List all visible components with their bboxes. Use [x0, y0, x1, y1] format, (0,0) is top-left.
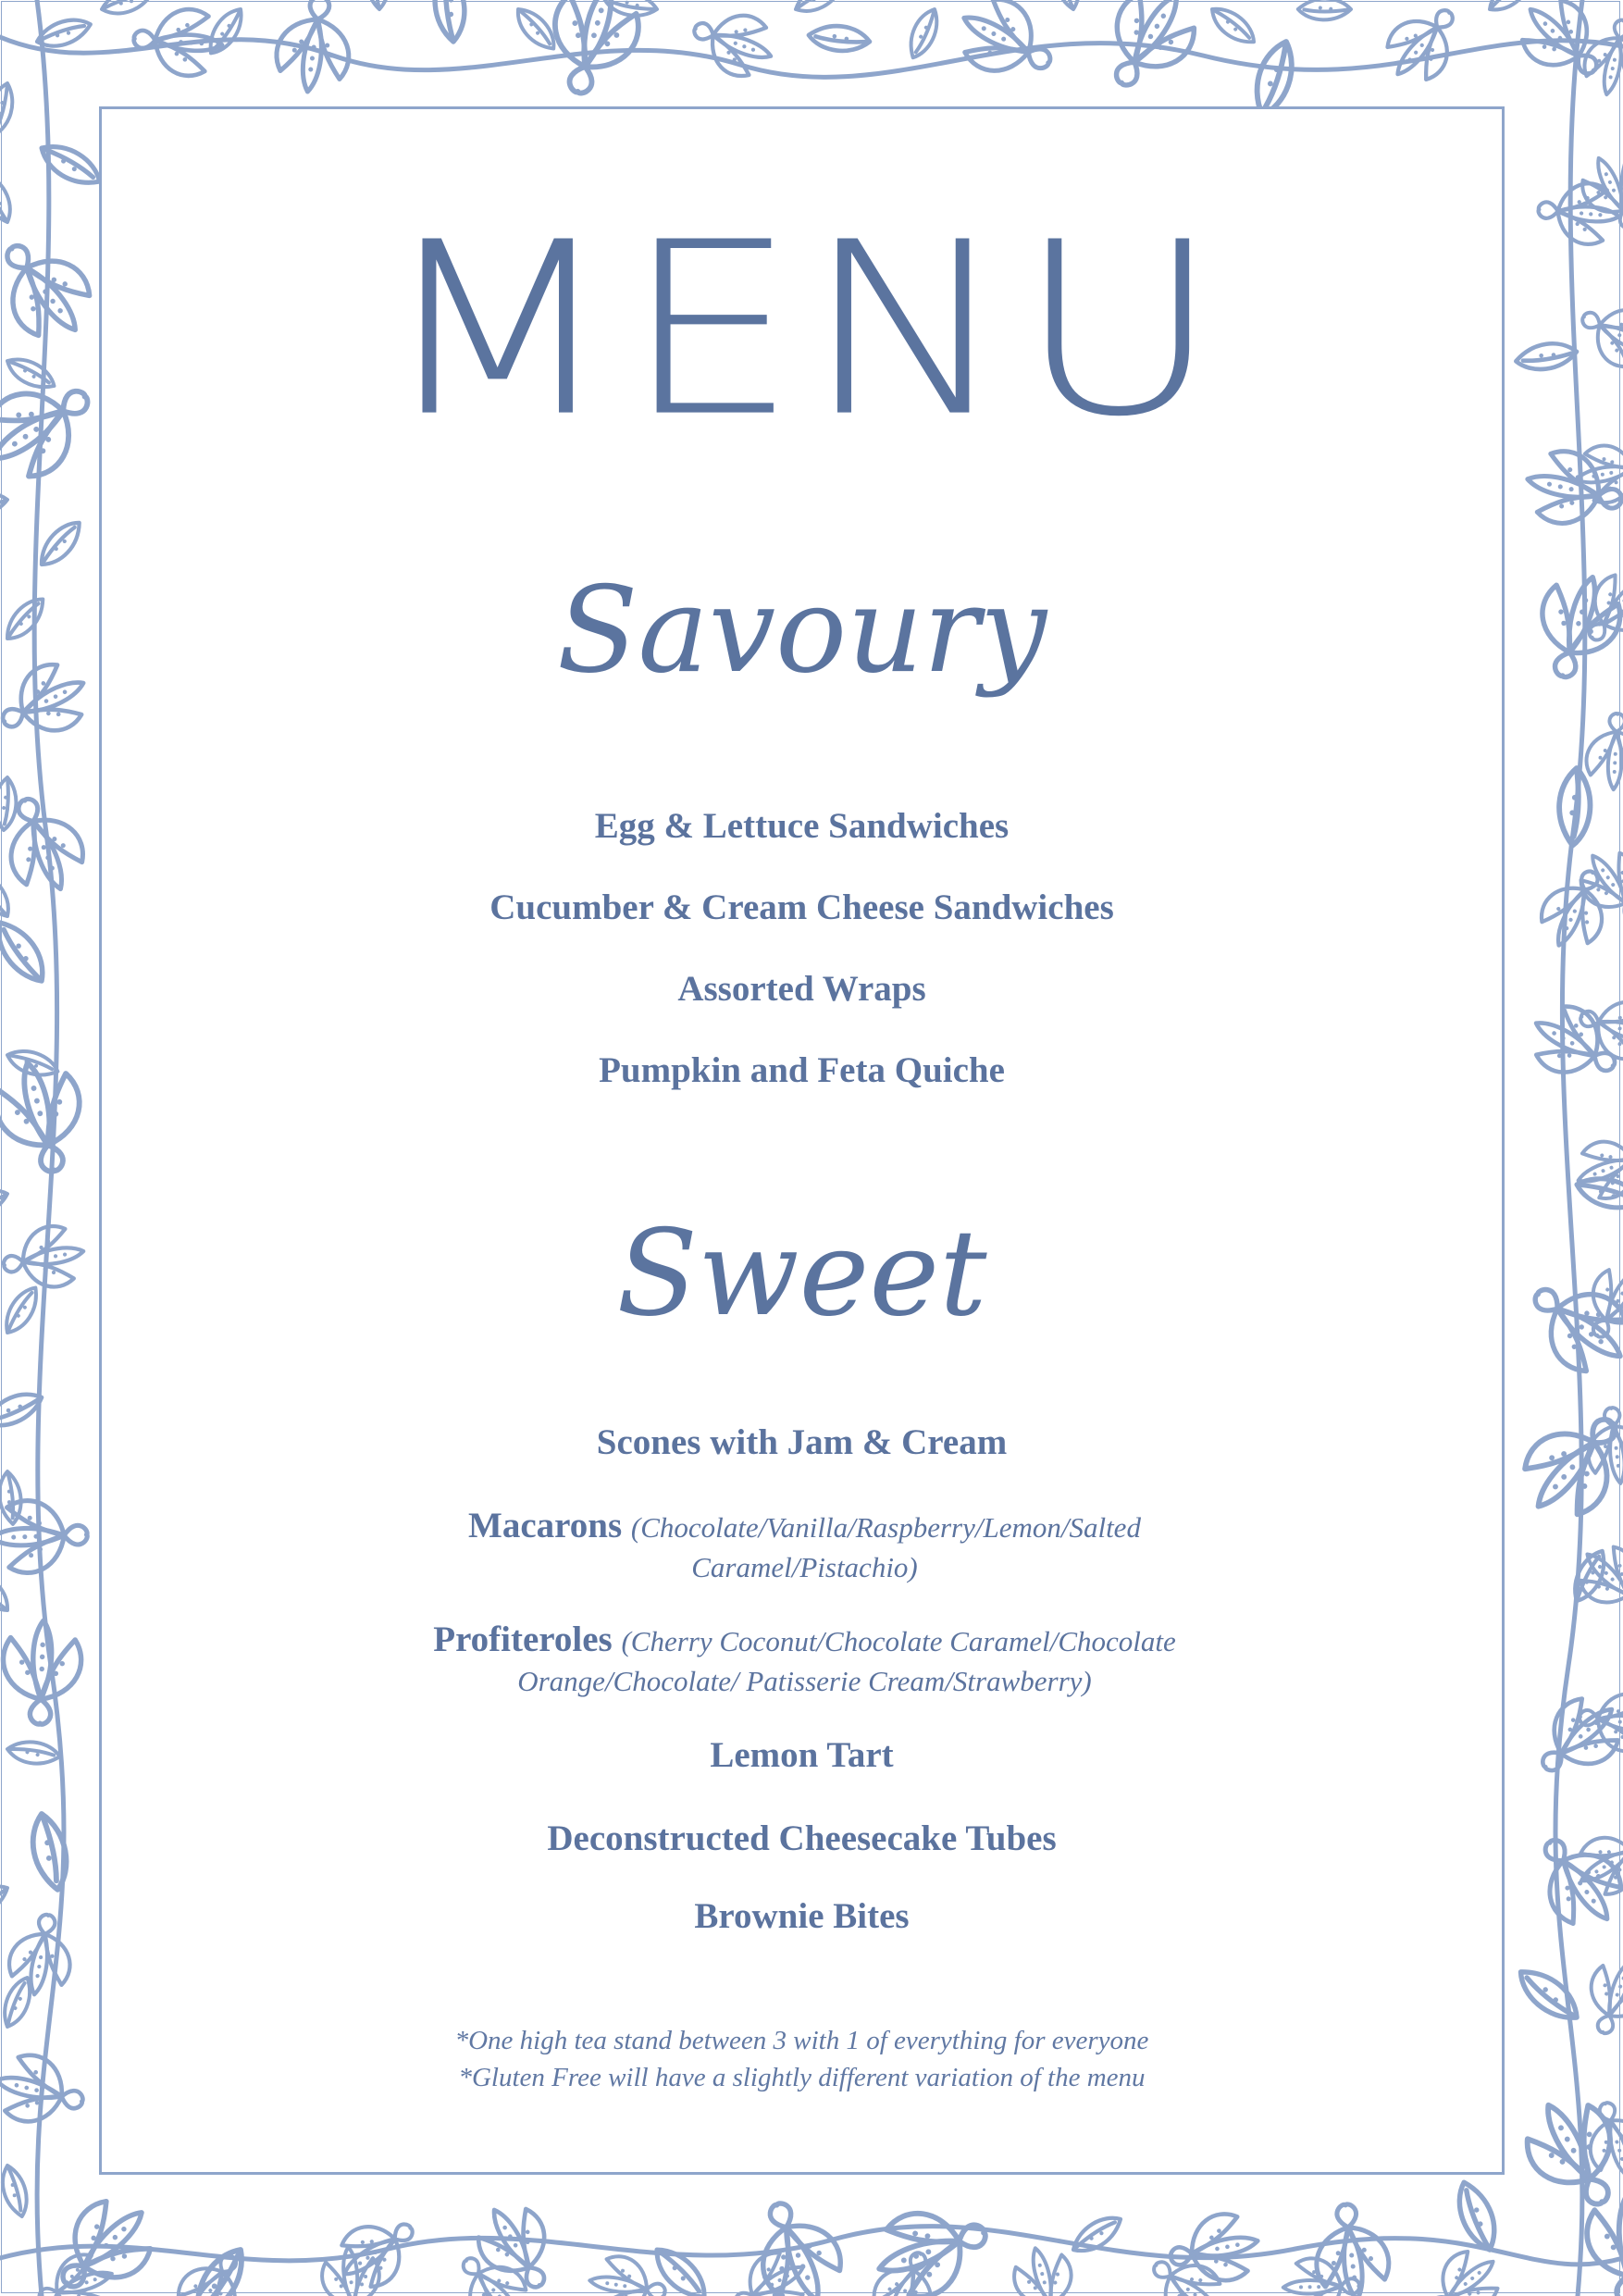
leaf-decoration	[807, 14, 872, 64]
menu-title: MENU	[378, 191, 1226, 469]
flower-decoration	[1585, 712, 1623, 790]
flower-decoration	[1374, 0, 1472, 93]
leaf-decoration	[102, 0, 152, 13]
menu-item-macarons	[389, 1507, 1220, 1586]
menu-item: Scones with Jam & Cream	[596, 1422, 1008, 1462]
menu-item: Pumpkin and Feta Quiche	[599, 1050, 1005, 1090]
leaf-decoration	[0, 596, 53, 642]
sweet-heading: Sweet	[616, 1205, 987, 1343]
menu-item: Brownie Bites	[694, 1896, 910, 1936]
menu-item-profiteroles	[389, 1620, 1220, 1700]
flower-decoration	[0, 1053, 95, 1182]
menu-item: Lemon Tart	[710, 1735, 894, 1775]
flower-decoration	[740, 2190, 852, 2296]
footnote: *One high tea stand between 3 with 1 of everything for everyone	[454, 2026, 1149, 2055]
flower-decoration	[1008, 2240, 1083, 2296]
flower-decoration	[1570, 292, 1623, 377]
leaf-decoration	[31, 519, 90, 568]
menu-item: Cucumber & Cream Cheese Sandwiches	[489, 887, 1114, 927]
leaf-decoration	[1068, 2215, 1126, 2253]
flower-decoration	[1576, 1952, 1623, 2043]
savoury-heading: Savoury	[556, 562, 1047, 700]
flower-decoration	[1507, 0, 1617, 94]
menu-panel	[99, 106, 1505, 2175]
leaf-decoration	[0, 914, 47, 990]
flower-decoration	[0, 653, 98, 751]
leaf-decoration	[792, 0, 846, 13]
menu-item-detail: (Cherry Coconut/Chocolate Caramel/Chocolate Orange/Chocolate/ Patisserie Cream/Strawberry)	[517, 1625, 1176, 1697]
leaf-decoration	[360, 0, 396, 10]
leaf-decoration	[1296, 0, 1352, 29]
menu-item-name: Macarons	[468, 1506, 623, 1545]
leaf-decoration	[37, 20, 91, 46]
flower-decoration	[1416, 2240, 1511, 2296]
leaf-decoration	[0, 1884, 12, 1918]
flower-decoration	[1586, 2191, 1623, 2296]
leaf-decoration	[0, 171, 11, 224]
menu-item: Deconstructed Cheesecake Tubes	[547, 1818, 1057, 1858]
leaf-decoration	[0, 1190, 8, 1216]
leaf-decoration	[514, 1, 557, 56]
leaf-decoration	[1458, 2181, 1495, 2252]
leaf-decoration	[0, 1975, 43, 2029]
leaf-decoration	[1053, 0, 1081, 9]
flower-decoration	[1, 1620, 82, 1726]
flower-decoration	[272, 0, 357, 96]
footnote: *Gluten Free will have a slightly different variation of the menu	[458, 2063, 1146, 2092]
leaf-decoration	[427, 0, 473, 43]
flower-decoration	[866, 2193, 998, 2296]
leaf-decoration	[6, 1731, 61, 1775]
leaf-decoration	[898, 6, 949, 60]
flower-decoration	[0, 224, 105, 354]
leaf-decoration	[1208, 0, 1257, 54]
leaf-decoration	[0, 81, 25, 137]
leaf-decoration	[5, 1038, 59, 1087]
menu-item-detail: (Chocolate/Vanilla/Raspberry/Lemon/Salted Caramel/Pistachio)	[630, 1511, 1141, 1583]
menu-item-name: Profiteroles	[433, 1620, 613, 1659]
leaf-decoration	[0, 1563, 11, 1619]
leaf-decoration	[0, 489, 8, 520]
leaf-decoration	[1516, 338, 1578, 375]
leaf-decoration	[2, 2166, 28, 2216]
leaf-decoration	[652, 2238, 709, 2296]
flower-decoration	[1519, 444, 1623, 536]
flower-decoration	[0, 2048, 91, 2134]
menu-item: Assorted Wraps	[677, 969, 926, 1009]
leaf-decoration	[0, 867, 11, 923]
flower-decoration	[1573, 146, 1623, 240]
menu-item: Egg & Lettuce Sandwiches	[594, 806, 1010, 846]
